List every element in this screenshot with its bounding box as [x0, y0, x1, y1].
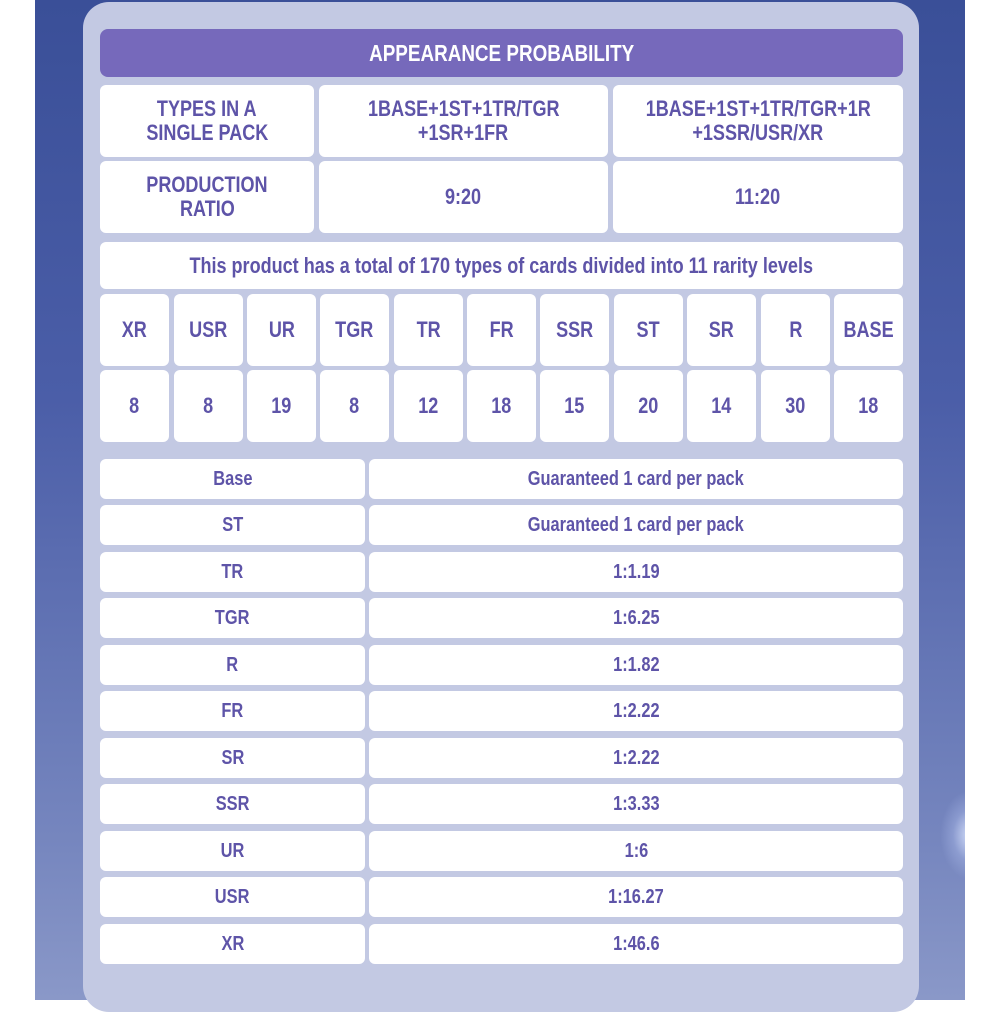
pack-option-b: [613, 85, 903, 157]
odds-value: 1:2.22: [612, 746, 660, 769]
odds-rarity: TGR: [215, 606, 250, 629]
rarity-count-cell: [834, 370, 903, 442]
odds-value: 1:1.82: [612, 653, 660, 676]
rarity-header: USR: [189, 317, 228, 342]
odds-rarity-cell: [100, 831, 365, 871]
rarity-count: 8: [349, 393, 360, 418]
pack-option-a-line1: 1BASE+1ST+1TR/TGR: [367, 96, 560, 121]
rarity-count: 18: [491, 393, 512, 418]
odds-value-cell: [369, 598, 903, 638]
rarity-header-cell: [540, 294, 609, 366]
odds-value-cell: [369, 738, 903, 778]
rarity-header-cell: [614, 294, 683, 366]
odds-value: 1:3.33: [612, 792, 660, 815]
odds-rarity: USR: [215, 885, 250, 908]
types-label-line1: TYPES IN A: [157, 96, 257, 121]
rarity-header-cell: [687, 294, 756, 366]
odds-rarity-cell: [100, 784, 365, 824]
rarity-count: 8: [129, 393, 140, 418]
page-title-text: APPEARANCE PROBABILITY: [368, 39, 635, 66]
odds-rarity: ST: [222, 513, 243, 536]
odds-rarity-cell: [100, 877, 365, 917]
types-label-line2: SINGLE PACK: [146, 120, 268, 145]
rarity-header-cell: [467, 294, 536, 366]
odds-rarity-cell: [100, 505, 365, 545]
rarity-count-cell: [247, 370, 316, 442]
odds-rarity: R: [226, 653, 239, 676]
odds-value: Guaranteed 1 card per pack: [527, 467, 745, 490]
rarity-count-cell: [100, 370, 169, 442]
rarity-header: BASE: [843, 317, 894, 342]
rarity-count-cell: [761, 370, 830, 442]
odds-value: 1:6.25: [612, 606, 660, 629]
rarity-count: 18: [858, 393, 879, 418]
odds-rarity: UR: [220, 839, 245, 862]
rarity-header-cell: [834, 294, 903, 366]
ratio-option-a-value: 9:20: [445, 184, 482, 209]
types-in-pack-label: [100, 85, 314, 157]
ratio-label-line2: RATIO: [179, 196, 235, 221]
rarity-count-cell: [687, 370, 756, 442]
pack-option-b-line2: +1SSR/USR/XR: [692, 120, 824, 145]
odds-value: 1:2.22: [612, 699, 660, 722]
odds-rarity: FR: [221, 699, 244, 722]
pack-option-a: [319, 85, 608, 157]
rarity-header: UR: [268, 317, 295, 342]
rarity-header: SSR: [555, 317, 594, 342]
odds-rarity: SSR: [215, 792, 250, 815]
rarity-header: FR: [489, 317, 514, 342]
odds-value-cell: [369, 552, 903, 592]
odds-value: 1:16.27: [608, 885, 664, 908]
production-ratio-label: [100, 161, 314, 233]
odds-rarity-cell: [100, 738, 365, 778]
odds-value-cell: [369, 924, 903, 964]
rarity-count: 19: [271, 393, 292, 418]
ratio-option-b-value: 11:20: [735, 184, 781, 209]
rarity-count-cell: [467, 370, 536, 442]
ratio-option-b: [613, 161, 903, 233]
odds-rarity-cell: [100, 459, 365, 499]
page-title: [100, 29, 903, 77]
odds-rarity: XR: [221, 932, 244, 955]
rarity-count: 20: [638, 393, 659, 418]
rarity-count-cell: [394, 370, 463, 442]
odds-rarity: SR: [221, 746, 244, 769]
odds-rarity-cell: [100, 645, 365, 685]
rarity-count: 30: [785, 393, 806, 418]
odds-value: 1:46.6: [612, 932, 660, 955]
rarity-count: 14: [711, 393, 732, 418]
rarity-header: TGR: [335, 317, 374, 342]
odds-value-cell: [369, 831, 903, 871]
rarity-header-cell: [100, 294, 169, 366]
rarity-header: ST: [636, 317, 661, 342]
odds-value-cell: [369, 459, 903, 499]
summary-banner: [100, 242, 903, 289]
rarity-count: 12: [418, 393, 439, 418]
odds-value: 1:6: [624, 839, 648, 862]
rarity-header: TR: [416, 317, 441, 342]
odds-value-cell: [369, 645, 903, 685]
odds-rarity-cell: [100, 598, 365, 638]
rarity-count: 8: [203, 393, 214, 418]
odds-value-cell: [369, 877, 903, 917]
rarity-header-cell: [247, 294, 316, 366]
ratio-option-a: [319, 161, 608, 233]
odds-rarity: TR: [221, 560, 244, 583]
odds-value: Guaranteed 1 card per pack: [527, 513, 745, 536]
odds-rarity-cell: [100, 924, 365, 964]
rarity-header-cell: [394, 294, 463, 366]
odds-rarity: Base: [212, 467, 253, 490]
odds-value-cell: [369, 691, 903, 731]
rarity-header: R: [788, 317, 803, 342]
odds-rarity-cell: [100, 691, 365, 731]
rarity-count-cell: [540, 370, 609, 442]
rarity-header-cell: [320, 294, 389, 366]
rarity-header: SR: [708, 317, 735, 342]
rarity-count-cell: [614, 370, 683, 442]
ratio-label-line1: PRODUCTION: [146, 172, 268, 197]
odds-value: 1:1.19: [612, 560, 660, 583]
odds-rarity-cell: [100, 552, 365, 592]
background-glow: [940, 790, 965, 880]
rarity-header: XR: [121, 317, 148, 342]
rarity-count: 15: [564, 393, 585, 418]
rarity-header-cell: [761, 294, 830, 366]
odds-value-cell: [369, 784, 903, 824]
rarity-header-cell: [174, 294, 243, 366]
pack-option-a-line2: +1SR+1FR: [418, 120, 509, 145]
rarity-count-cell: [174, 370, 243, 442]
rarity-count-cell: [320, 370, 389, 442]
summary-text: This product has a total of 170 types of cards divided into 11 rarity levels: [189, 252, 814, 278]
odds-value-cell: [369, 505, 903, 545]
pack-option-b-line1: 1BASE+1ST+1TR/TGR+1R: [645, 96, 871, 121]
